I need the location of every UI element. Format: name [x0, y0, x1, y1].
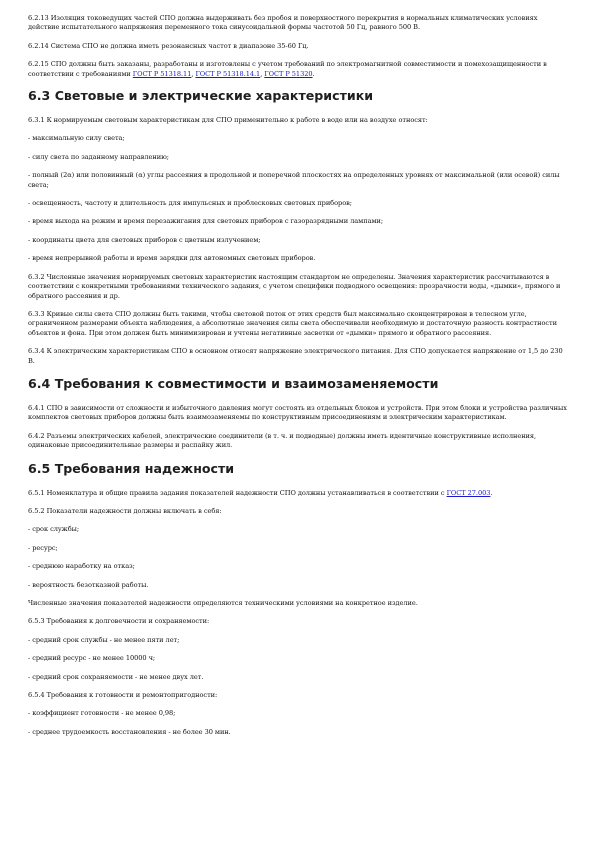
paragraph-6-3-1: 6.3.1 К нормируемым световым характеристикам для СПО применительно к работе в воде или на воздухе относят:	[28, 116, 428, 125]
list-item: - средний ресурс - не менее 10000 ч;	[28, 654, 156, 663]
separator: ,	[191, 69, 196, 78]
paragraph-6-2-15-text: 6.2.15 СПО должны быть заказаны, разработаны и изготовлены с учетом требований по электромагнитной совместимости и помехозащищенности в соответствии с требованиями	[28, 60, 547, 78]
list-item: - освещенность, частоту и длительность для импульсных и проблесковых световых приборов;	[28, 199, 352, 208]
paragraph-6-3-3: 6.3.3 Кривые силы света СПО должны быть такими, чтобы световой поток от этих средств был максимально сконцентрирован в телесном угле, ограниченном размерами объекта наблюдения, а абсолютные значения силы света обеспечивали необходимую и достаточную разность контрастности объектов и фона. При этом должен быть минимизирован и учтены негативные засветки от «дымки» прямого и обратного рассеяния.	[28, 309, 557, 337]
gost-51318-11-link[interactable]: ГОСТ Р 51318.11	[132, 69, 192, 78]
list-item: - среднюю наработку на отказ;	[28, 562, 135, 571]
paragraph-6-4-2: 6.4.2 Разъемы электрических кабелей, электрические соединители (в т. ч. и подводные) должны иметь идентичные конструктивные исполнения, одинаковые присоединительные размеры и распайку жил.	[28, 431, 537, 450]
list-item: - средний срок сохраняемости - не менее двух лет.	[28, 672, 204, 681]
paragraph-6-3-4: 6.3.4 К электрическим характеристикам СПО в основном относят напряжение электрического питания. Для СПО допускается напряжение от 1,5 до 230 В.	[28, 347, 563, 365]
paragraph-6-3-2: 6.3.2 Численные значения нормируемых световых характеристик настоящим стандартом не определены. Значения характеристик рассчитываются в соответствии с конкретными требованиями технического задания, с учетом специфики подводного освещения: прозрачности воды, «дымки», прямого и обратного рассеяния и др.	[28, 272, 561, 300]
paragraph-6-2-13: 6.2.13 Изоляция токоведущих частей СПО должна выдерживать без пробоя и поверхностного перекрытия в нормальных климатических условиях действие испытательного напряжения переменного тока синусоидальной формы частотой 50 Гц, равного 500 В.	[28, 14, 538, 32]
paragraph-6-2-14: 6.2.14 Система СПО не должна иметь резонансных частот в диапазоне 35-60 Гц.	[28, 41, 309, 50]
paragraph-6-5-2: 6.5.2 Показатели надежности должны включать в себя:	[28, 506, 222, 515]
gost-51318-14-1-link[interactable]: ГОСТ Р 51318.14.1	[195, 69, 261, 78]
list-item: - ресурс;	[28, 543, 58, 552]
period: .	[490, 488, 493, 497]
paragraph-6-5-1	[28, 489, 567, 498]
section-heading-6-4: 6.4 Требования к совместимости и взаимозаменяемости	[28, 375, 439, 391]
paragraph-6-5-3: 6.5.3 Требования к долговечности и сохраняемости:	[28, 617, 210, 626]
list-item: - координаты цвета для световых приборов с цветным излучением;	[28, 235, 261, 244]
list-item: - срок службы;	[28, 525, 79, 534]
section-heading-6-5: 6.5 Требования надежности	[28, 460, 235, 476]
paragraph-numeric-values: Численные значения показателей надежности определяются техническими условиями на конкретное изделие.	[28, 599, 418, 607]
list-item: - время непрерывной работы и время зарядки для автономных световых приборов.	[28, 254, 316, 263]
list-item: - средний срок службы - не менее пяти лет;	[28, 635, 180, 644]
paragraph-6-5-1-text: 6.5.1 Номенклатура и общие правила задания показателей надежности СПО должны устанавливаться в соответствии с	[28, 488, 447, 497]
list-item: - силу света по заданному направлению;	[28, 152, 169, 161]
list-item: - время выхода на режим и время перезажигания для световых приборов с газоразрядными лампами;	[28, 217, 384, 226]
list-item: - максимальную силу света;	[28, 134, 125, 143]
section-heading-6-3: 6.3 Световые и электрические характеристики	[28, 88, 374, 104]
list-item: - вероятность безотказной работы.	[28, 580, 149, 589]
separator: ,	[260, 69, 265, 78]
paragraph-6-4-1: 6.4.1 СПО в зависимости от сложности и избыточного давления могут состоять из отдельных блоков и устройств. При этом блоки и устройства различных комплектов световых приборов должны быть взаимозаменяемы по конструктивным присоединениям и электрическим характеристикам.	[28, 403, 567, 422]
period: .	[312, 69, 315, 78]
list-item: - коэффициент готовности - не менее 0,98;	[28, 709, 176, 718]
paragraph-6-2-15	[28, 60, 567, 79]
list-item: - среднее трудоемкость восстановления - не более 30 мин.	[28, 727, 231, 736]
gost-51320-link[interactable]: ГОСТ Р 51320	[264, 69, 313, 78]
paragraph-6-5-4: 6.5.4 Требования к готовности и ремонтопригодности:	[28, 691, 218, 700]
gost-27-003-link[interactable]: ГОСТ 27.003	[446, 488, 491, 497]
list-item: - полный (2α) или половинный (α) углы рассеяния в продольной и поперечной плоскостях на определенных уровнях от максимальной (или осевой) силы света;	[28, 171, 560, 189]
